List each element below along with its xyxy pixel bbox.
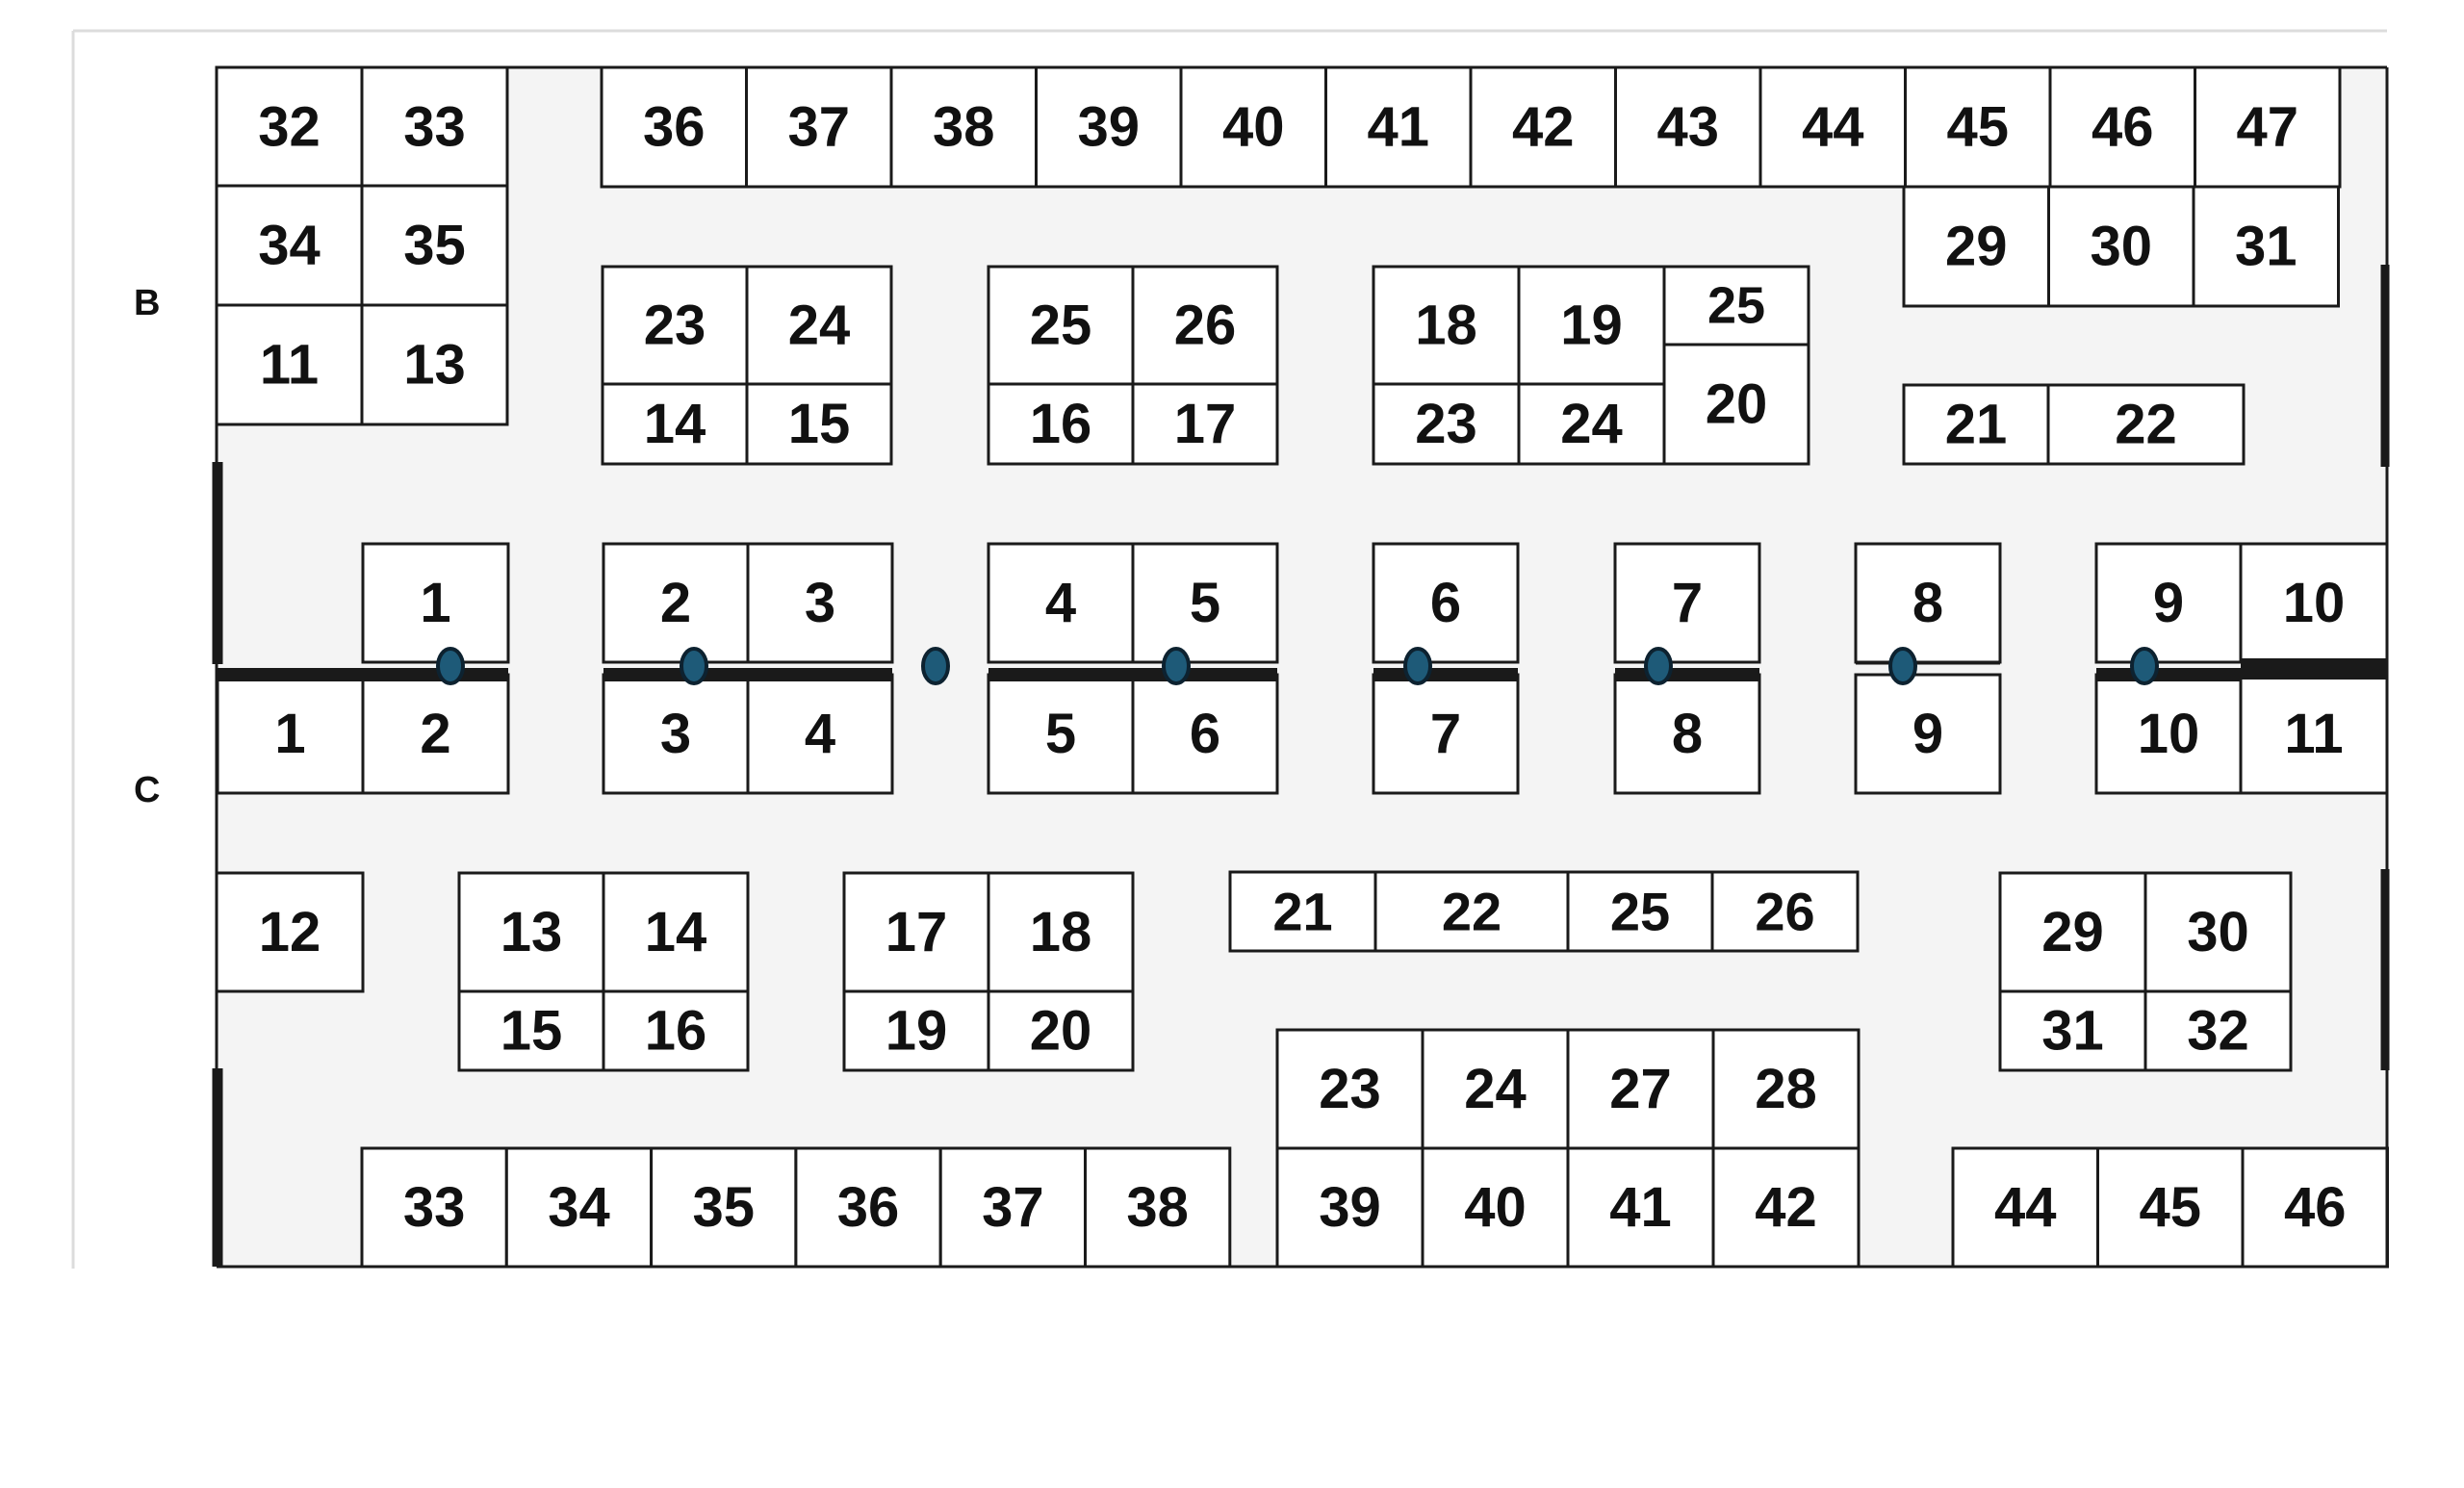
- booth-middle-lower-2[interactable]: [363, 675, 508, 793]
- booth-island-g-21[interactable]: [1230, 872, 1375, 951]
- booth-number: 24: [1464, 1058, 1527, 1120]
- support-pillar: [1646, 649, 1671, 683]
- booth-number: 45: [2139, 1176, 2202, 1239]
- booth-island-h-42[interactable]: [1713, 1148, 1859, 1267]
- booth-upper-left-35[interactable]: [362, 186, 507, 305]
- booth-number: 5: [1044, 703, 1077, 765]
- booth-middle-upper-3[interactable]: [748, 544, 892, 662]
- booth-number: 25: [1609, 881, 1671, 942]
- booth-number: 4: [804, 703, 836, 765]
- booth-number: 21: [1944, 393, 2008, 456]
- booth-number: 12: [258, 901, 321, 963]
- booth-number: 28: [1755, 1058, 1817, 1120]
- booth-number: 3: [659, 703, 692, 765]
- booth-number: 39: [1319, 1176, 1381, 1239]
- booth-number: 22: [1441, 881, 1502, 942]
- support-pillar: [923, 649, 948, 683]
- booth-number: 33: [402, 1176, 466, 1239]
- booth-island-h-27[interactable]: [1568, 1030, 1713, 1148]
- booth-island-i-29[interactable]: [2000, 873, 2145, 991]
- booth-number: 24: [1560, 393, 1623, 455]
- booth-number: 35: [692, 1176, 756, 1239]
- booth-middle-upper-4[interactable]: [988, 544, 1133, 662]
- booth-number: 19: [1560, 294, 1623, 357]
- hall-label-c: C: [134, 770, 161, 810]
- booth-bottom-right-row-44[interactable]: [1953, 1148, 2098, 1267]
- booth-number: 34: [548, 1176, 610, 1239]
- booth-bottom-left-row-33[interactable]: [362, 1148, 506, 1267]
- booth-island-g-26[interactable]: [1712, 872, 1858, 951]
- booth-middle-upper-8[interactable]: [1856, 544, 2000, 662]
- booth-number: 15: [787, 393, 851, 455]
- booth-top-row-40[interactable]: [1181, 67, 1326, 187]
- booth-bottom-left-row-37[interactable]: [940, 1148, 1085, 1267]
- booth-number: 11: [2284, 703, 2344, 765]
- booth-number: 18: [1415, 294, 1477, 357]
- booth-island-h-39[interactable]: [1277, 1148, 1423, 1267]
- booth-upper-left-13[interactable]: [362, 305, 507, 424]
- booth-number: 42: [1511, 95, 1575, 159]
- booth-upper-left-11[interactable]: [217, 305, 362, 424]
- booth-number: 31: [2234, 215, 2297, 278]
- booth-number: 46: [2091, 95, 2154, 159]
- booth-top-row-41[interactable]: [1326, 67, 1472, 187]
- booth-upper-left-32[interactable]: [217, 67, 362, 187]
- booth-middle-upper-7[interactable]: [1615, 544, 1759, 662]
- booth-number: 32: [258, 95, 321, 159]
- booth-island-e-15[interactable]: [459, 991, 603, 1070]
- booth-bottom-left-row-38[interactable]: [1086, 1148, 1230, 1267]
- booth-top-row-42[interactable]: [1471, 67, 1616, 187]
- booth-number: 9: [2152, 572, 2185, 634]
- booth-number: 36: [836, 1176, 900, 1239]
- booth-island-e-16[interactable]: [603, 991, 748, 1070]
- booth-number: 25: [1029, 294, 1092, 357]
- booth-middle-lower-3[interactable]: [603, 675, 748, 793]
- booth-number: 42: [1755, 1176, 1817, 1239]
- booth-number: 30: [2187, 901, 2249, 963]
- booth-island-h-28[interactable]: [1713, 1030, 1859, 1148]
- booth-island-d-22[interactable]: [2048, 385, 2244, 464]
- booth-number: 26: [1173, 294, 1237, 357]
- booth-top-right-under-31[interactable]: [2194, 187, 2339, 306]
- booth-island-d-21[interactable]: [1904, 385, 2048, 464]
- booth-bottom-left-row-36[interactable]: [796, 1148, 940, 1267]
- booth-number: 37: [787, 95, 851, 159]
- booth-number: 6: [1429, 572, 1462, 634]
- booth-number: 26: [1755, 881, 1815, 942]
- booth-number: 39: [1077, 95, 1141, 159]
- booth-island-c-18[interactable]: [1373, 267, 1519, 384]
- booth-number: 25: [1707, 276, 1766, 335]
- booth-number: 44: [1993, 1176, 2057, 1239]
- booth-middle-lower-4[interactable]: [748, 675, 892, 793]
- booth-top-right-under-29[interactable]: [1904, 187, 2049, 306]
- booth-middle-upper-10[interactable]: [2241, 544, 2387, 662]
- booth-number: 23: [643, 294, 706, 357]
- booth-number: 32: [2187, 999, 2249, 1063]
- booth-number: 13: [403, 333, 466, 397]
- booth-number: 10: [2282, 572, 2346, 634]
- booth-island-e-14[interactable]: [603, 873, 748, 991]
- support-pillar: [1164, 649, 1189, 683]
- booth-number: 14: [644, 901, 707, 963]
- booth-top-row-47[interactable]: [2195, 67, 2341, 187]
- booth-middle-lower-6[interactable]: [1133, 675, 1277, 793]
- booth-middle-upper-1[interactable]: [363, 544, 508, 662]
- booth-island-c-23[interactable]: [1373, 384, 1519, 464]
- booth-number: 7: [1429, 703, 1462, 765]
- booth-number: 46: [2283, 1176, 2347, 1239]
- booth-number: 10: [2137, 703, 2200, 765]
- booth-middle-upper-9[interactable]: [2096, 544, 2241, 662]
- booth-number: 4: [1044, 572, 1077, 634]
- booth-island-h-41[interactable]: [1568, 1148, 1713, 1267]
- support-pillar: [1890, 649, 1915, 683]
- booth-number: 31: [2041, 999, 2104, 1063]
- booth-number: 20: [1705, 372, 1768, 436]
- booth-island-a-23[interactable]: [603, 267, 747, 384]
- booth-number: 45: [1946, 95, 2010, 159]
- booth-number: 16: [1029, 393, 1092, 455]
- booth-top-row-43[interactable]: [1616, 67, 1761, 187]
- booth-middle-upper-6[interactable]: [1373, 544, 1518, 662]
- booth-number: 27: [1609, 1058, 1672, 1120]
- booth-island-h-40[interactable]: [1423, 1148, 1568, 1267]
- booth-island-b-17[interactable]: [1133, 384, 1277, 464]
- booth-island-a-15[interactable]: [747, 384, 891, 464]
- booth-bottom-left-row-34[interactable]: [506, 1148, 651, 1267]
- booth-number: 47: [2236, 95, 2299, 159]
- booth-island-c-25[interactable]: [1664, 267, 1809, 345]
- booth-number: 17: [1173, 393, 1237, 455]
- booth-island-f-17[interactable]: [844, 873, 988, 991]
- booth-number: 24: [787, 294, 851, 357]
- booth-island-a-24[interactable]: [747, 267, 891, 384]
- booth-number: 44: [1801, 95, 1864, 159]
- booth-number: 43: [1656, 95, 1720, 159]
- booth-number: 41: [1367, 95, 1430, 159]
- booth-island-a-14[interactable]: [603, 384, 747, 464]
- booth-number: 1: [420, 572, 451, 634]
- booth-number: 29: [2041, 901, 2104, 963]
- booth-number: 18: [1029, 901, 1092, 963]
- support-pillar: [1405, 649, 1430, 683]
- booth-number: 37: [982, 1176, 1044, 1239]
- booth-number: 14: [643, 393, 706, 455]
- booth-island-i-30[interactable]: [2145, 873, 2291, 991]
- booth-island-h-24[interactable]: [1423, 1030, 1568, 1148]
- booth-number: 19: [885, 999, 948, 1063]
- support-pillar: [681, 649, 706, 683]
- booth-island-b-25[interactable]: [988, 267, 1133, 384]
- booth-number: 7: [1671, 572, 1704, 634]
- booth-island-e-13[interactable]: [459, 873, 603, 991]
- booth-top-row-39[interactable]: [1037, 67, 1182, 187]
- booth-middle-lower-9[interactable]: [1856, 675, 2000, 793]
- booth-middle-upper-2[interactable]: [603, 544, 748, 662]
- booth-number: 6: [1189, 703, 1221, 765]
- booth-number: 29: [1944, 215, 2008, 278]
- booth-island-i-31[interactable]: [2000, 991, 2145, 1070]
- booth-island-b-16[interactable]: [988, 384, 1133, 464]
- booth-island-b-26[interactable]: [1133, 267, 1277, 384]
- booth-number: 23: [1415, 393, 1477, 455]
- booth-number: 2: [659, 572, 692, 634]
- booth-island-g-25[interactable]: [1568, 872, 1712, 951]
- booth-middle-lower-8[interactable]: [1615, 675, 1759, 793]
- booth-number: 38: [1126, 1176, 1189, 1239]
- booth-number: 9: [1912, 703, 1944, 765]
- booth-middle-lower-10[interactable]: [2096, 675, 2241, 793]
- booth-middle-upper-5[interactable]: [1133, 544, 1277, 662]
- booth-top-row-38[interactable]: [891, 67, 1037, 187]
- booth-number: 11: [259, 333, 320, 397]
- booth-number: 20: [1029, 999, 1092, 1063]
- booth-number: 16: [644, 999, 707, 1063]
- booth-middle-lower-5[interactable]: [988, 675, 1133, 793]
- support-pillar: [2132, 649, 2157, 683]
- booth-island-c-19[interactable]: [1519, 267, 1664, 384]
- booth-top-right-under-30[interactable]: [2049, 187, 2194, 306]
- booth-number: 17: [885, 901, 948, 963]
- booth-number: 33: [403, 95, 466, 159]
- booth-top-row-46[interactable]: [2050, 67, 2195, 187]
- booth-island-f-19[interactable]: [844, 991, 988, 1070]
- booth-number: 35: [403, 214, 466, 277]
- booth-number: 21: [1272, 881, 1333, 942]
- booth-bottom-left-row-35[interactable]: [652, 1148, 796, 1267]
- booth-top-row-36[interactable]: [602, 67, 747, 187]
- booth-island-c-24[interactable]: [1519, 384, 1664, 464]
- booth-number: 5: [1189, 572, 1221, 634]
- booth-number: 13: [500, 901, 563, 963]
- booth-lower-left-12[interactable]: [217, 873, 363, 991]
- booth-number: 36: [642, 95, 706, 159]
- booth-number: 34: [258, 214, 321, 277]
- booth-top-row-45[interactable]: [1906, 67, 2051, 187]
- booth-number: 15: [500, 999, 563, 1063]
- booth-number: 22: [2115, 393, 2177, 456]
- booth-island-g-22[interactable]: [1375, 872, 1568, 951]
- booth-number: 40: [1221, 95, 1285, 159]
- booth-number: 8: [1671, 703, 1704, 765]
- booth-number: 3: [804, 572, 836, 634]
- booth-upper-left-33[interactable]: [362, 67, 507, 187]
- booth-island-f-18[interactable]: [988, 873, 1133, 991]
- booth-top-row-44[interactable]: [1760, 67, 1906, 187]
- booth-island-h-23[interactable]: [1277, 1030, 1423, 1148]
- booth-island-i-32[interactable]: [2145, 991, 2291, 1070]
- booth-number: 23: [1319, 1058, 1381, 1120]
- booth-number: 8: [1912, 572, 1944, 634]
- booth-island-c-20[interactable]: [1664, 345, 1809, 464]
- booth-middle-lower-1[interactable]: [218, 675, 363, 793]
- hall-label-b: B: [134, 283, 161, 323]
- booth-number: 30: [2090, 215, 2153, 278]
- booth-number: 41: [1609, 1176, 1672, 1239]
- support-pillar: [438, 649, 463, 683]
- booth-middle-lower-11[interactable]: [2241, 675, 2387, 793]
- booth-top-row-37[interactable]: [747, 67, 892, 187]
- booth-number: 38: [932, 95, 995, 159]
- booth-number: 2: [420, 703, 451, 765]
- booth-bottom-right-row-45[interactable]: [2098, 1148, 2244, 1267]
- booth-number: 40: [1464, 1176, 1527, 1239]
- booth-upper-left-34[interactable]: [217, 186, 362, 305]
- booth-island-f-20[interactable]: [988, 991, 1133, 1070]
- booth-number: 1: [274, 703, 306, 765]
- booth-middle-lower-7[interactable]: [1373, 675, 1518, 793]
- booth-bottom-right-row-46[interactable]: [2243, 1148, 2388, 1267]
